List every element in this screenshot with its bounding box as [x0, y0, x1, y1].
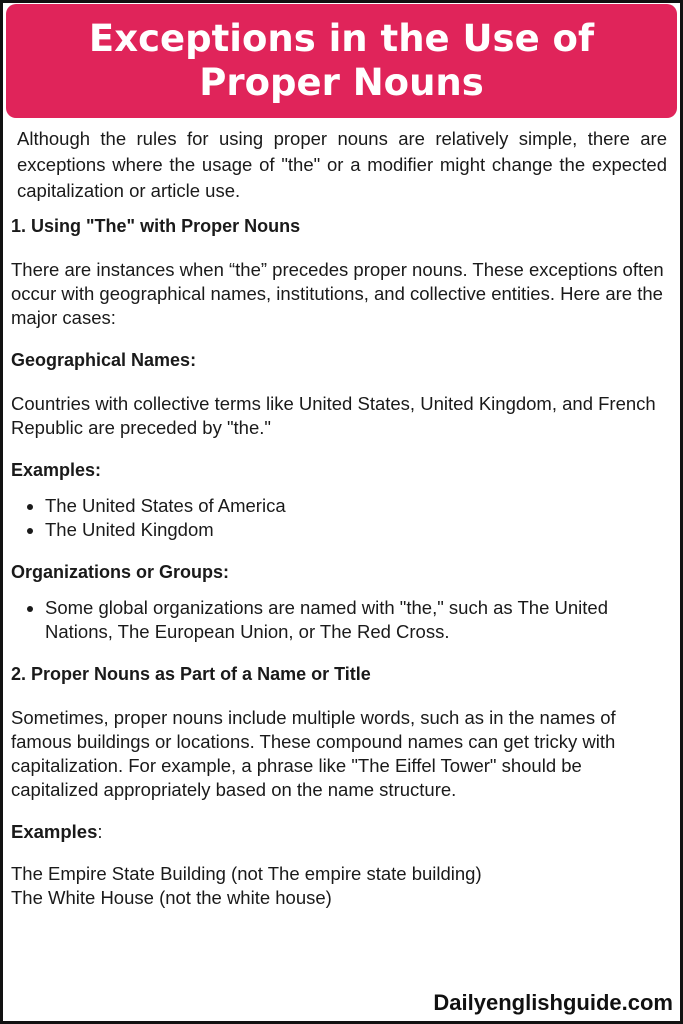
section1-paragraph: There are instances when “the” precedes proper nouns. These exceptions often occur with geographical names, institutions, and collective entities. Here are the major cases:	[11, 259, 664, 328]
title-banner	[6, 4, 677, 118]
intro-paragraph: Although the rules for using proper nouns are relatively simple, there are exceptions where the usage of "the" or a modifier might change the expected capitalization or article use.	[17, 128, 667, 201]
examples-heading-2-label: Examples	[11, 821, 98, 842]
site-watermark: Dailyenglishguide.com	[433, 990, 673, 1015]
geo-paragraph: Countries with collective terms like United States, United Kingdom, and French Republic are preceded by "the."	[11, 393, 656, 438]
example-line: The White House (not the white house)	[11, 887, 332, 908]
section1-heading: 1. Using "The" with Proper Nouns	[11, 216, 301, 236]
examples-list-1	[11, 494, 671, 542]
org-heading: Organizations or Groups:	[11, 562, 230, 582]
examples-heading-2-colon: :	[97, 821, 103, 842]
examples-heading-2	[11, 820, 671, 844]
section2-heading: 2. Proper Nouns as Part of a Name or Title	[11, 664, 371, 684]
list-item: • The United States of America	[45, 494, 671, 518]
page-title: Exceptions in the Use of Proper Nouns	[88, 17, 595, 104]
list-item: • Some global organizations are named with "the," such as The United Nations, The European Union, or The Red Cross.	[45, 596, 671, 644]
org-list	[11, 596, 671, 644]
example-line: The Empire State Building (not The empire state building)	[11, 863, 482, 884]
examples-heading-1: Examples:	[11, 460, 102, 480]
article-body	[11, 126, 671, 910]
section2-paragraph: Sometimes, proper nouns include multiple words, such as in the names of famous buildings or locations. These compound names can get tricky with capitalization. For example, a phrase like "The Eiffel Tower" should be capitalized appropriately based on the name structure.	[11, 707, 616, 800]
geo-heading: Geographical Names:	[11, 350, 197, 370]
list-item: • The United Kingdom	[45, 518, 671, 542]
